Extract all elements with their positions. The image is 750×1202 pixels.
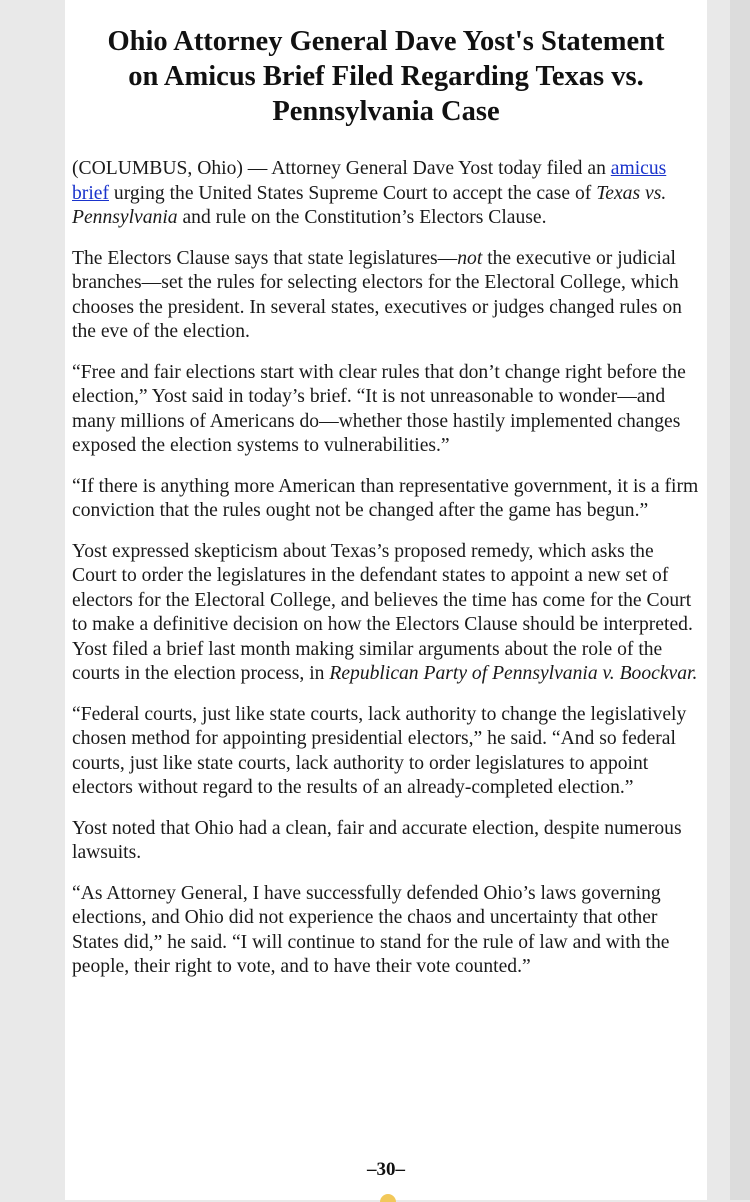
amicus-brief-link[interactable]: amicus brief [72,158,667,204]
document-title [65,24,707,129]
paragraph: “As Attorney General, I have successfully defended Ohio’s laws governing elections, and Ohio did not experience the chaos and uncertainty that other States did,” he said. “I will continue to stand for the rule of law and with the people, their right to vote, and to have their vote counted.” [72,882,670,977]
title-line: on Amicus Brief Filed Regarding Texas vs. [128,61,644,92]
case-name: Texas vs. Pennsylvania [72,182,667,228]
paragraph: The Electors Clause says that state legislatures—not the executive or judicial branches—set the rules for selecting electors for the Electoral College, which chooses the president. In several states, executives or judges changed rules on the eve of the election. [72,247,682,342]
paragraph: “Federal courts, just like state courts, lack authority to change the legislatively chosen method for appointing presidential electors,” he said. “And so federal courts, just like state courts, lack authority to order legislatures to appoint electors without regard to the results of an already-completed election.” [72,703,687,798]
paragraph: Yost expressed skepticism about Texas’s proposed remedy, which asks the Court to order the legislatures in the defendant states to appoint a new set of electors for the Electoral College, and believes the time has come for the Court to make a definitive decision on how the Electors Clause should be interpreted. Yost filed a brief last month making similar arguments about the role of the courts in the election process, in Republican Party of Pennsylvania v. Boockvar. [72,540,698,684]
emphasis: not [457,247,483,269]
title-line: Pennsylvania Case [272,96,500,127]
paragraph: Yost noted that Ohio had a clean, fair and accurate election, despite numerous lawsuits. [72,817,682,863]
paragraph: (COLUMBUS, Ohio) — Attorney General Dave Yost today filed an amicus brief urging the United States Supreme Court to accept the case of Texas vs. Pennsylvania and rule on the Constitution’s Electors Clause. [72,158,667,228]
paragraph: “Free and fair elections start with clear rules that don’t change right before the election,” Yost said in today’s brief. “It is not unreasonable to wonder—and many millions of Americans do—whether those hastily implemented changes exposed the election systems to vulnerabilities.” [72,361,686,456]
scroll-gutter [730,0,750,1200]
document-page [65,0,707,1200]
title-line: Ohio Attorney General Dave Yost's Statement [107,26,665,57]
document-body [72,157,702,996]
paragraph: “If there is anything more American than representative government, it is a firm conviction that the rules ought not be changed after the game has begun.” [72,475,699,521]
case-name: Republican Party of Pennsylvania v. Boockvar. [329,663,698,684]
page-number: –30– [367,1159,405,1180]
